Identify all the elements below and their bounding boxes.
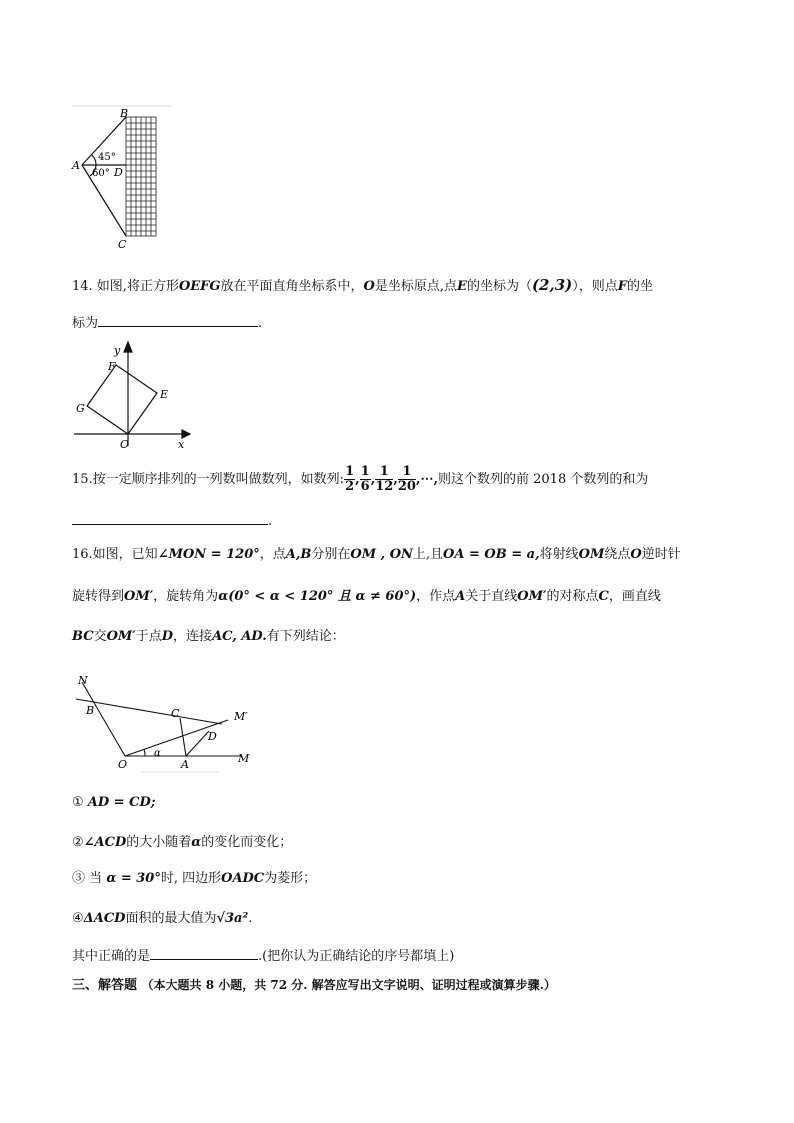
line-bc xyxy=(76,699,222,724)
angle-alpha-arc xyxy=(144,749,145,756)
q16-line3: BC交OM′于点D，连接AC, AD.有下列结论： xyxy=(72,629,345,644)
q15-answer-blank[interactable] xyxy=(72,510,268,525)
label-b: B xyxy=(86,704,95,717)
figure-q16 xyxy=(70,668,270,776)
figure-q14 xyxy=(70,338,195,453)
conclusion-2: ②∠ACD的大小随着α的变化而变化； xyxy=(72,835,293,850)
grid-building xyxy=(126,117,156,236)
q14-line2: 标为 . xyxy=(72,312,262,333)
conclusion-1: ① AD = CD; xyxy=(72,795,156,810)
fraction-4: $\frac{1}{20}$ xyxy=(397,464,416,494)
label-n: N xyxy=(78,674,88,687)
q16-answer-blank[interactable] xyxy=(150,945,258,960)
y-arrow-icon xyxy=(124,342,132,352)
conclusion-4: ④ΔACD面积的最大值为√3a². xyxy=(72,911,253,926)
label-c: C xyxy=(118,238,127,251)
section-3-desc: （本大题共 8 小题，共 72 分. 解答应写出文字说明、证明过程或演算步骤.） xyxy=(141,978,556,992)
label-o: O xyxy=(120,438,130,451)
label-c: C xyxy=(171,707,180,720)
q15-line2: . xyxy=(72,510,272,531)
q14-answer-blank[interactable] xyxy=(98,312,258,327)
label-alpha: α xyxy=(154,748,161,759)
ray-on xyxy=(82,682,125,756)
label-60: 60° xyxy=(92,168,110,179)
q16-line2: 旋转得到OM′，旋转角为α(0° < α < 120° 且 α ≠ 60°)，作点A关于直线OM′的对称点C，画直线 xyxy=(72,589,661,604)
label-d: D xyxy=(114,166,123,179)
section-3-heading xyxy=(72,976,556,995)
q16-answer-line: 其中正确的是 .(把你认为正确结论的序号都填上) xyxy=(72,945,454,966)
label-m: M xyxy=(238,752,250,765)
q14-line1: 14. 如图,将正方形OEFG放在平面直角坐标系中，O是坐标原点,点E的坐标为（(2,3)），则点F的坐 xyxy=(72,276,654,294)
label-a: A xyxy=(181,758,189,771)
label-m-prime: M′ xyxy=(234,710,248,723)
figure-q13 xyxy=(70,103,180,253)
label-b: B xyxy=(120,107,129,120)
label-o: O xyxy=(118,758,128,771)
q14-coord: (2,3) xyxy=(531,276,573,294)
label-e: E xyxy=(160,388,169,401)
conclusion-3: ③ 当 α = 30°时, 四边形OADC为菱形； xyxy=(72,871,317,886)
q16-line1: 16.如图，已知∠MON = 120°，点A,B分别在OM , ON上,且OA = OB = a,将射线OM绕点O逆时针 xyxy=(72,547,681,562)
section-3-title: 三、解答题 xyxy=(72,978,138,993)
fraction-2: $\frac{1}{6}$ xyxy=(360,464,370,494)
label-g: G xyxy=(76,402,85,415)
label-d: D xyxy=(208,730,217,743)
fraction-3: $\frac{1}{12}$ xyxy=(375,464,394,494)
fraction-1: $\frac{1}{2}$ xyxy=(345,464,355,494)
square-oefg xyxy=(87,365,157,434)
x-arrow-icon xyxy=(182,430,190,438)
q14-shape: OEFG xyxy=(178,279,221,294)
label-a: A xyxy=(72,159,80,172)
label-45: 45° xyxy=(98,152,116,163)
label-y: y xyxy=(114,344,121,357)
segment-ad xyxy=(186,731,209,756)
label-x: x xyxy=(178,438,185,451)
q15-line1: 15.按一定顺序排列的一列数叫做数列，如数列: $\frac{1}{2}$ , $\frac{1}{6}$ , $\frac{1}{12}$ , $\frac{1}{20}$ ,⋯,则这个数列的前 2018 个数列的和为 xyxy=(72,464,649,494)
label-f: F xyxy=(108,360,116,373)
